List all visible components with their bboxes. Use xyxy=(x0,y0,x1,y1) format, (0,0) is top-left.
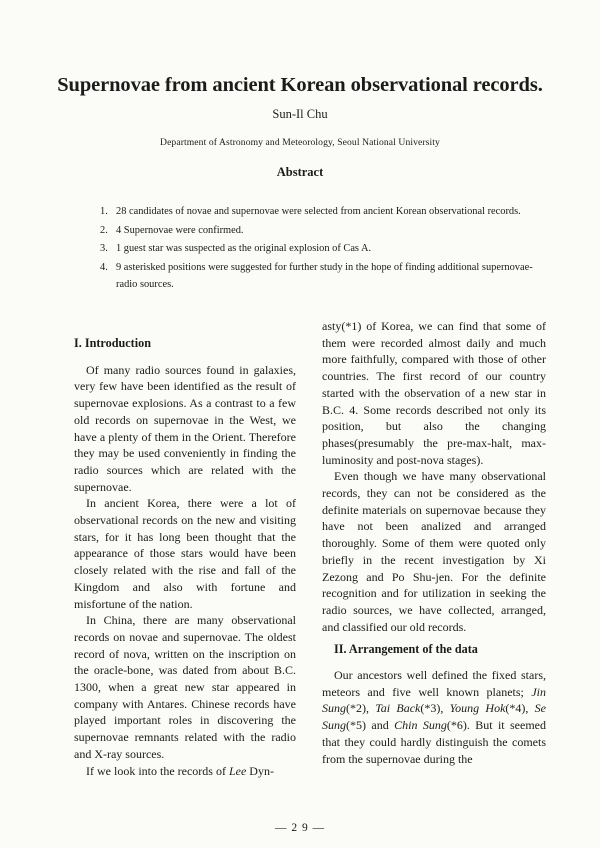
abstract-heading: Abstract xyxy=(276,165,324,179)
abstract-item-number: 2. xyxy=(100,224,108,236)
arrangement-text: Our ancestors well defined the fixed stars, meteors and five well known planets; xyxy=(322,668,546,699)
abstract-item-text: 9 asterisked positions were suggested for further study in the hope of finding additional supernovae-radio sources. xyxy=(116,261,533,290)
right-column xyxy=(322,318,546,767)
abstract-item-text: 1 guest star was suspected as the original explosion of Cas A. xyxy=(116,243,372,254)
planet-name: Se Sung xyxy=(322,701,546,733)
abstract-item xyxy=(100,222,540,239)
planet-name: Jin Sung xyxy=(322,684,546,716)
section-heading-introduction: I. Introduction xyxy=(74,336,151,350)
abstract-item-number: 4. xyxy=(100,261,108,273)
footnote-ref: (*4), xyxy=(505,701,535,716)
intro-paragraph-4-end: Dyn- xyxy=(246,763,274,778)
left-column xyxy=(74,335,296,779)
footnote-ref: (*3), xyxy=(420,701,450,716)
arrangement-text-end: (*6). But it seemed that they could hardly distinguish the comets from the supernovae during the xyxy=(322,718,546,766)
author-name: Sun-Il Chu xyxy=(272,107,328,121)
paper-title: Supernovae from ancient Korean observational records. xyxy=(57,74,543,96)
abstract-item xyxy=(100,259,540,293)
intro-paragraph-2: In ancient Korea, there were a lot of observational records on the new and visiting stars, for it has long been thought that the appearance of those stars would have been closely related with the rise and fall of the Kingdom and also with fortune and misfortune of the nation. xyxy=(74,496,296,611)
abstract-item-number: 3. xyxy=(100,243,108,254)
planet-name: Chin Sung xyxy=(394,718,447,733)
abstract-item-text: 4 Supernovae were confirmed. xyxy=(116,224,244,236)
footnote-ref: (*5) and xyxy=(346,718,395,733)
intro-paragraph-5: Even though we have many observational records, they can not be considered as the definite materials on supernovae because they have not been analized and arranged thoroughly. Some of them were quoted only briefly in the recent investigation by Xi Zezong and Po Shu-jen. For the definite recognition and for utilization in seeking the radio sources, we have collected, arranged, and classified our old records. xyxy=(322,469,546,634)
abstract-item-text: 28 candidates of novae and supernovae were selected from ancient Korean observational records. xyxy=(116,206,521,217)
footnote-ref: (*2), xyxy=(346,701,376,716)
planet-name: Young Hok xyxy=(449,701,506,716)
abstract-item xyxy=(100,240,540,257)
abstract-item xyxy=(100,203,540,220)
intro-paragraph-4 xyxy=(74,763,296,780)
abstract-list xyxy=(100,203,540,294)
dynasty-name: Lee xyxy=(228,763,247,778)
planet-name: Tai Back xyxy=(375,701,421,716)
intro-paragraph-1: Of many radio sources found in galaxies, very few have been identified as the result of supernovae explosions. As a contrast to a few old records on supernovae in the West, we have a plenty of them in the Orient. Therefore they may be used conveniently in finding the radio sources which are related with the supernovae. xyxy=(74,362,296,494)
abstract-item-number: 1. xyxy=(100,206,108,217)
intro-paragraph-3: In China, there are many observational records on novae and supernovae. The oldest record of nova, written on the inscription on the oracle-bone, was dated from about B.C. 1300, when a great new star appeared in company with Antares. Chinese records have played important roles in discovering the supernovae remnants related with the radio and X-ray sources. xyxy=(74,613,296,761)
page-number: — 2 9 — xyxy=(274,822,326,834)
section-heading-arrangement: II. Arrangement of the data xyxy=(334,642,478,657)
author-affiliation: Department of Astronomy and Meteorology, Seoul National University xyxy=(160,137,440,148)
arrangement-paragraph-1 xyxy=(322,667,546,767)
intro-paragraph-4-continued: asty(*1) of Korea, we can find that some of them were recorded almost daily and much more faithfully, compared with those of other countries. The first record of our country started with the observation of a new star in B.C. 4. Some records described not only its position, but also the changing phases(presumably the pre-max-halt, max-luminosity and post-nova stages). xyxy=(322,319,546,467)
intro-paragraph-4-start: If we look into the records of xyxy=(86,763,229,778)
